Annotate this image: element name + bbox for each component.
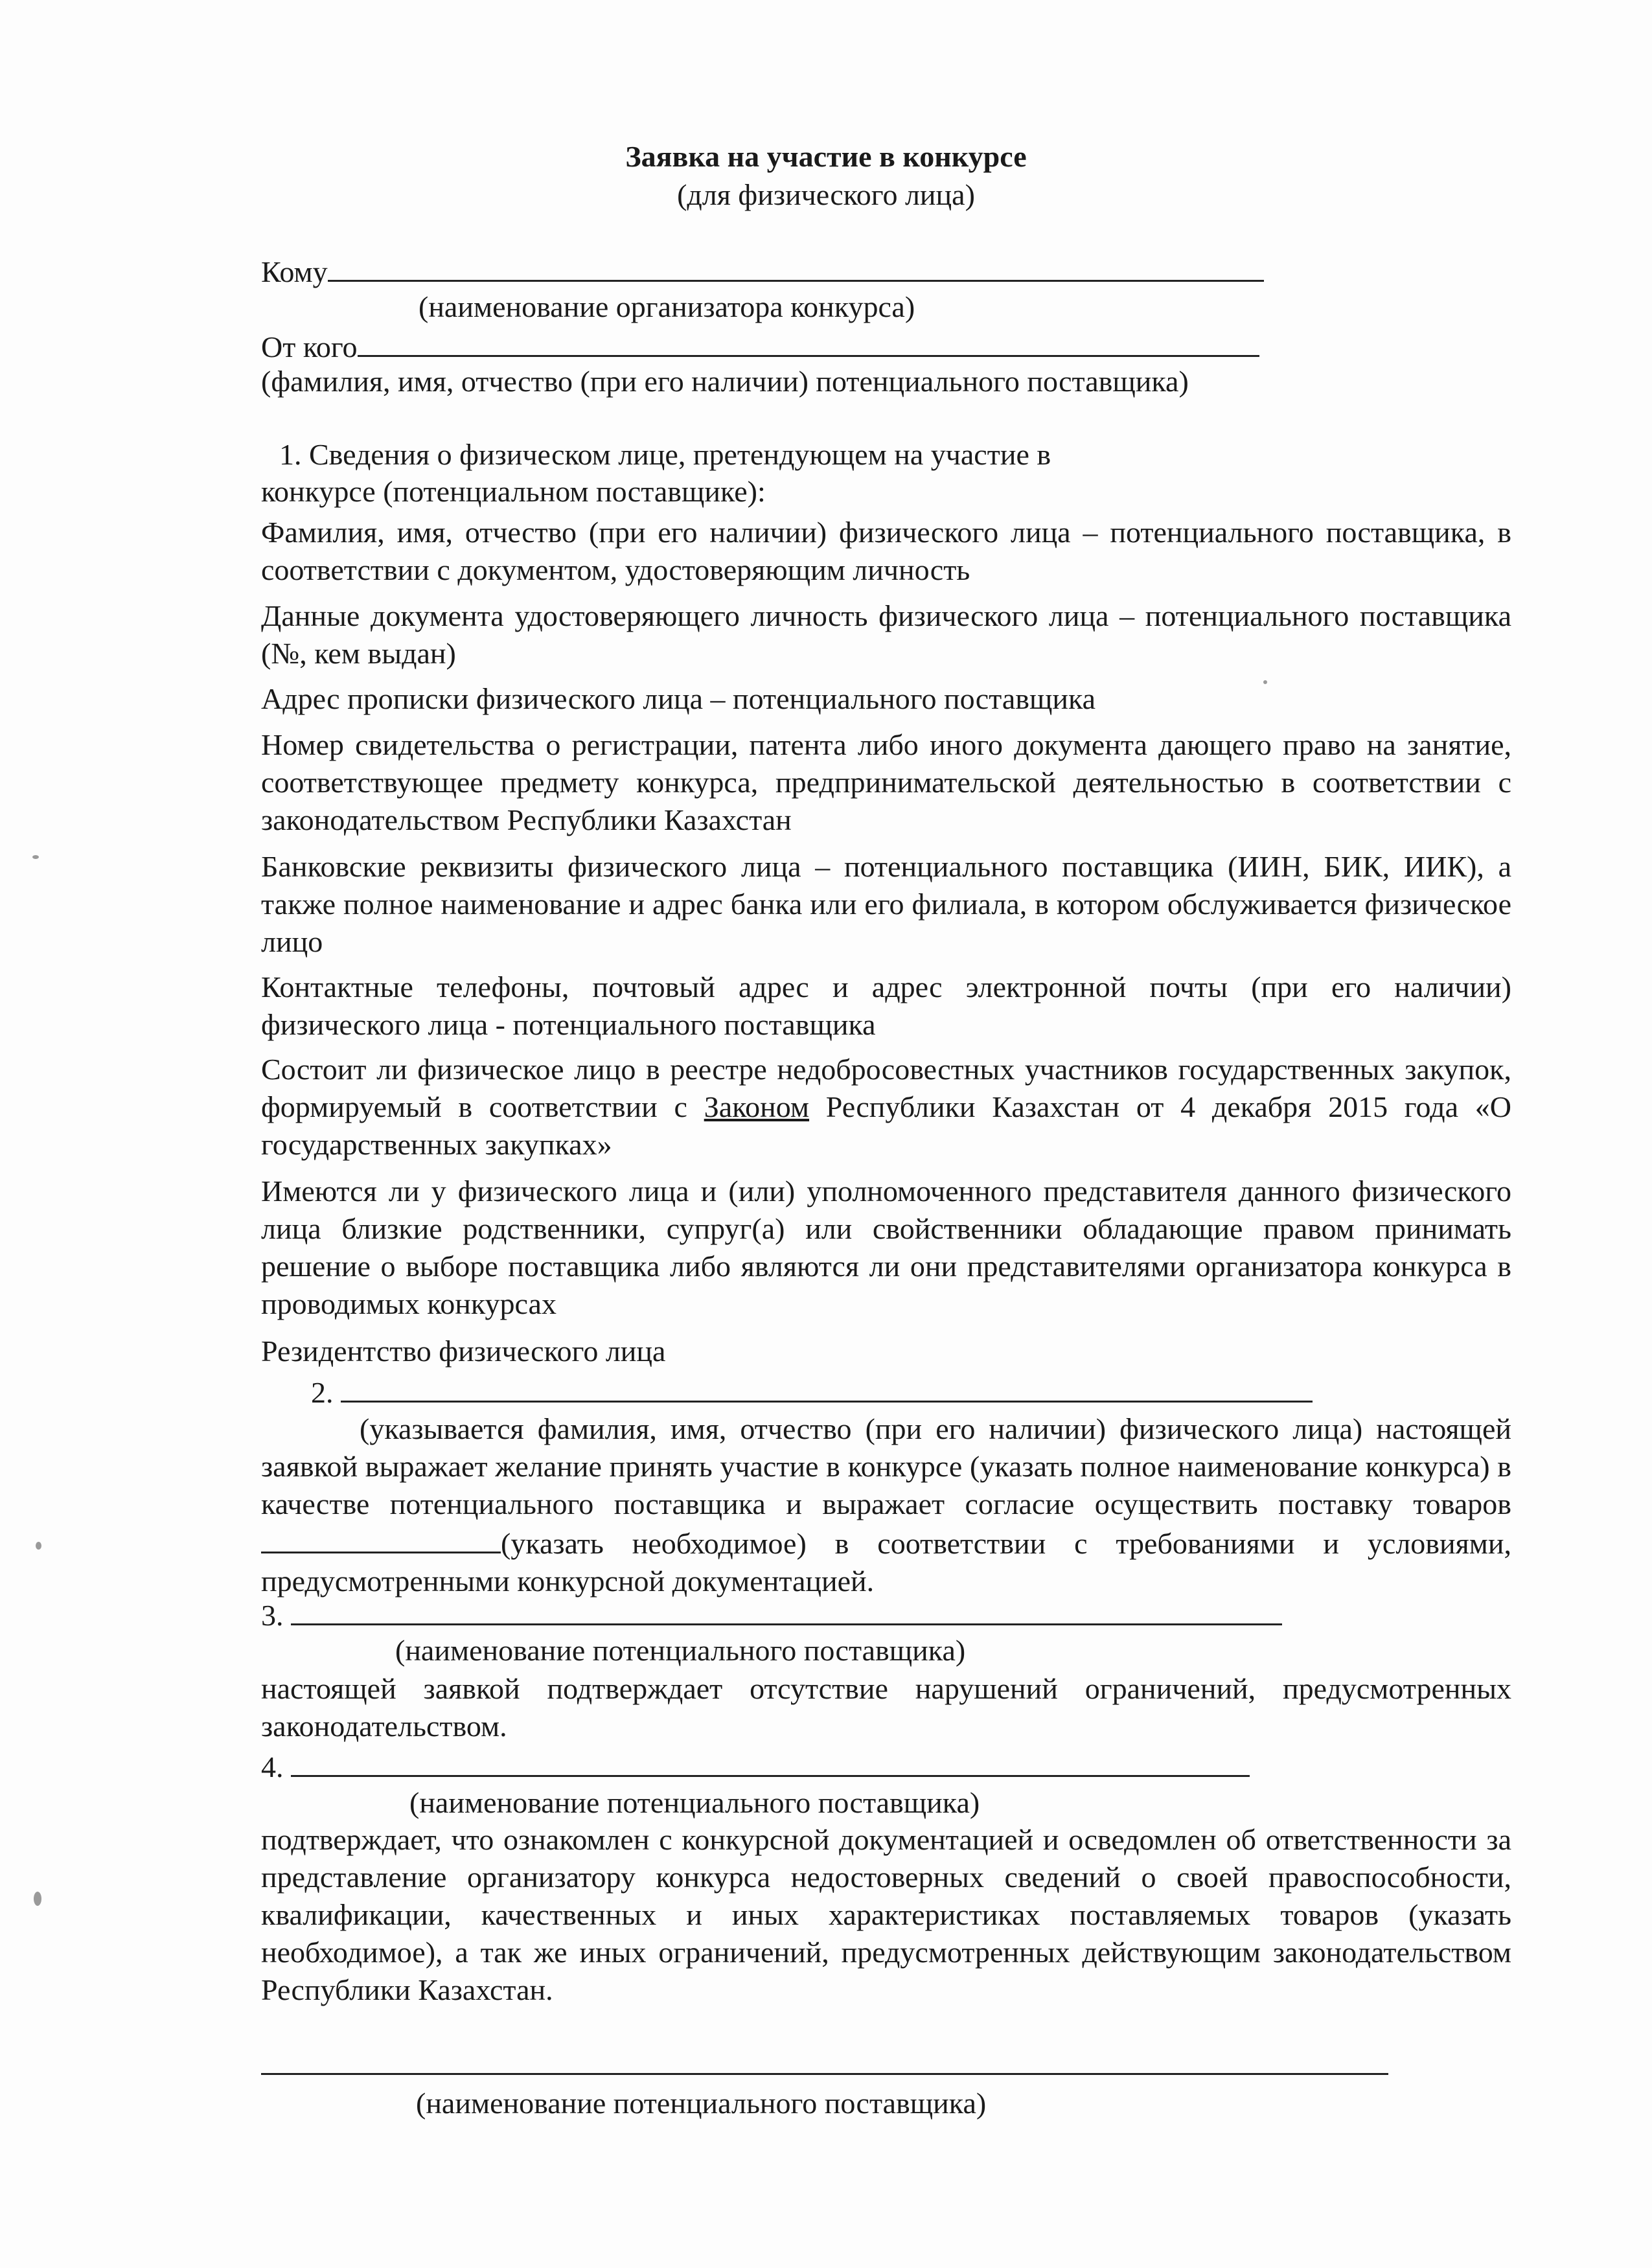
scan-speck (34, 1892, 41, 1906)
signature-line[interactable] (261, 2073, 1388, 2075)
page-title: Заявка на участие в конкурсе (625, 140, 1027, 173)
registry-text-suffix: Республики Казахстан от 4 декабря 2015 года «О государственных закупках» (261, 1090, 1511, 1161)
section4-blank[interactable] (291, 1747, 1250, 1777)
section4-hint: (наименование потенциального поставщика) (409, 1786, 980, 1819)
section1-item-residency: Резидентство физического лица (261, 1334, 666, 1368)
section1-item-relatives: Имеются ли у физического лица и (или) уполномоченного представителя данного физического лица близкие родственники, супруг(а) или свойственники обладающие правом принимать решение о выборе поставщика либо являются ли они представителями организатора конкурса в проводимых конкурсах (261, 1174, 1511, 1320)
section1-heading-line1: 1. Сведения о физическом лице, претендующем на участие в (279, 438, 1051, 471)
to-line (261, 251, 1264, 291)
scan-speck (32, 855, 39, 859)
page-subtitle: (для физического лица) (677, 178, 975, 211)
footer-hint: (наименование потенциального поставщика) (416, 2087, 987, 2120)
section4-line (261, 1747, 1250, 1786)
to-hint: (наименование организатора конкурса) (419, 290, 915, 323)
section1-item-bank: Банковские реквизиты физического лица – потенциального поставщика (ИИН, БИК, ИИК), а также полное наименование и адрес банка или его филиала, в котором обслуживается физическое лицо (261, 850, 1511, 958)
scan-speck (1263, 680, 1267, 684)
from-blank[interactable] (358, 326, 1259, 357)
section2-number: 2. (311, 1376, 334, 1409)
section3-blank[interactable] (291, 1595, 1282, 1625)
section4-text: подтверждает, что ознакомлен с конкурсной документацией и осведомлен об ответственности за представление организатору конкурса недостоверных сведений о своей правоспособности, квалификации, качественных и иных характеристиках поставляемых товаров (указать необходимое), а так же иных ограничений, предусмотренных действующим законодательством Республики Казахстан. (261, 1823, 1511, 2006)
section1-item-id-document: Данные документа удостоверяющего личность физического лица – потенциального поставщика (№, кем выдан) (261, 599, 1511, 670)
section3-line (261, 1595, 1282, 1634)
law-link[interactable]: Законом (704, 1090, 810, 1123)
section2-text-part2: (указать необходимое) в соответствии с требованиями и условиями, предусмотренными конкурсной документацией. (261, 1527, 1511, 1598)
section1-item-fio: Фамилия, имя, отчество (при его наличии) физического лица – потенциального поставщика, в соответствии с документом, удостоверяющим личность (261, 516, 1511, 586)
section1-item-certificate: Номер свидетельства о регистрации, патента либо иного документа дающего право на занятие, соответствующее предмету конкурса, предпринимательской деятельностью в соответствии с законодательством Республики Казахстан (261, 728, 1511, 836)
from-label: От кого (261, 330, 358, 363)
section4-number: 4. (261, 1750, 284, 1783)
to-label: Кому (261, 255, 328, 288)
section3-number: 3. (261, 1599, 284, 1632)
section1-item-contacts: Контактные телефоны, почтовый адрес и адрес электронной почты (при его наличии) физического лица - потенциального поставщика (261, 970, 1511, 1041)
section2-text-part1: (указывается фамилия, имя, отчество (при его наличии) физического лица) настоящей заявкой выражает желание принять участие в конкурсе (указать полное наименование конкурса) в качестве потенциального поставщика и выражает согласие осуществить поставку товаров (261, 1412, 1511, 1520)
section2-line (311, 1372, 1313, 1412)
registry-text-prefix: Состоит ли физическое лицо в реестре недобросовестных участников государственных закупок, формируемый в соответствии с (261, 1053, 1511, 1123)
section1-item-address: Адрес прописки физического лица – потенциального поставщика (261, 682, 1096, 715)
scan-speck (36, 1542, 41, 1550)
section2-blank[interactable] (341, 1372, 1313, 1403)
section2-text (261, 1410, 1511, 1600)
section3-text: настоящей заявкой подтверждает отсутствие нарушений ограничений, предусмотренных законодательством. (261, 1672, 1511, 1743)
from-hint: (фамилия, имя, отчество (при его наличии) потенциального поставщика) (261, 365, 1189, 398)
section2-goods-blank[interactable] (261, 1523, 501, 1553)
section1-heading-line2: конкурсе (потенциальном поставщике): (261, 475, 766, 508)
section1-item-registry (261, 1051, 1511, 1163)
to-blank[interactable] (328, 251, 1264, 282)
section3-hint: (наименование потенциального поставщика) (395, 1634, 966, 1667)
from-line (261, 326, 1259, 366)
